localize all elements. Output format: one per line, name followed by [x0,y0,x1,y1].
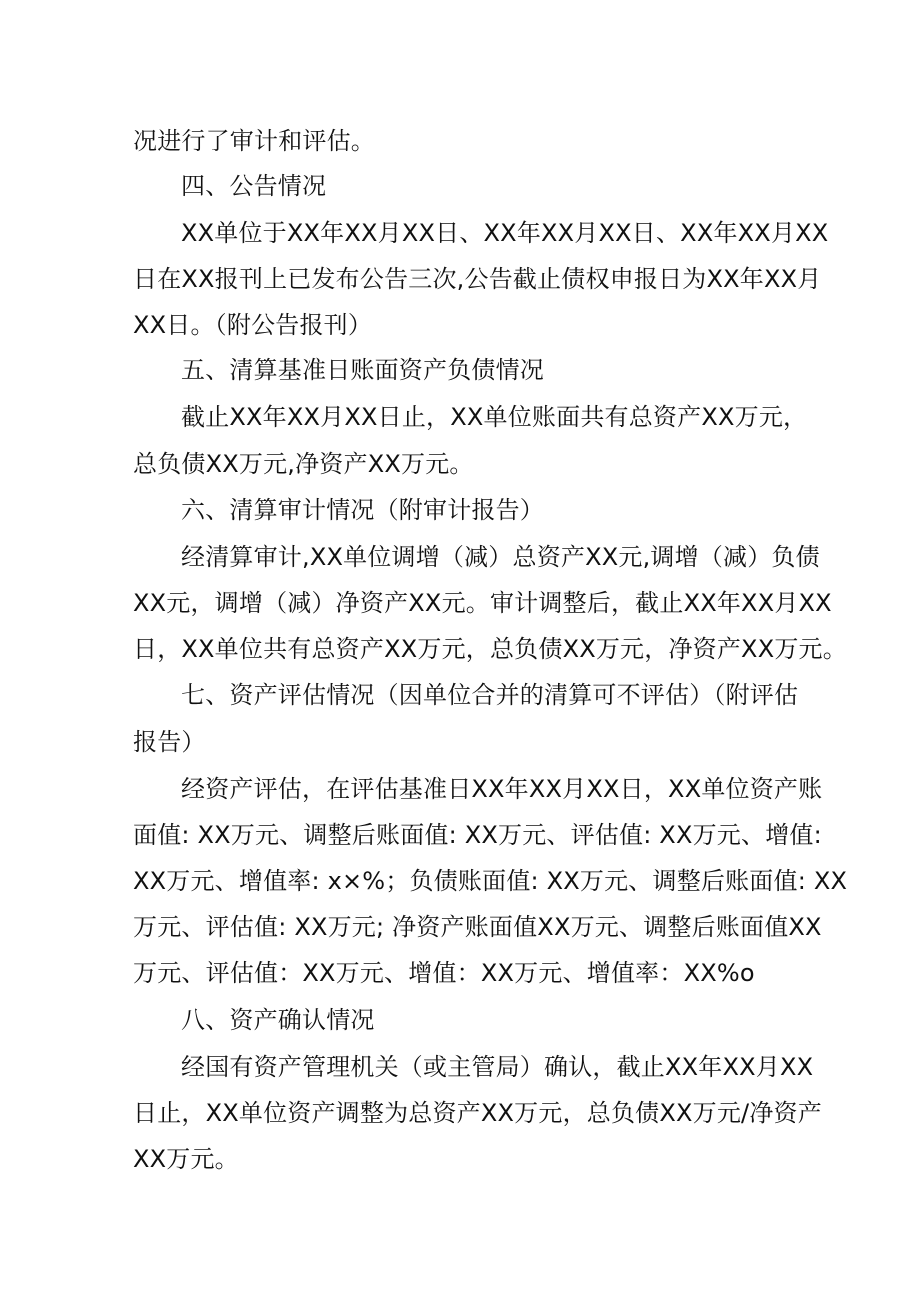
paragraph-line: 日，XX单位共有总资产XX万元，总负债XX万元，净资产XX万元。 [133,635,847,663]
section-heading-6: 六、清算审计情况（附审计报告） [181,496,544,524]
paragraph-line: 况进行了审计和评估。 [133,127,375,155]
paragraph-line: XX元，调增（减）净资产XX元。审计调整后，截止XX年XX月XX [133,589,832,617]
paragraph-line: 日止，XX单位资产调整为总资产XX万元，总负债XX万元/净资产 [133,1099,822,1127]
section-heading-7: 七、资产评估情况（因单位合并的清算可不评估）（附评估 [181,681,799,709]
paragraph-line: 万元、评估值: XX万元; 净资产账面值XX万元、调整后账面值XX [133,913,822,941]
paragraph-line: 总负债XX万元,净资产XX万元。 [133,450,474,478]
section-heading-5: 五、清算基准日账面资产负债情况 [181,356,544,384]
paragraph-line: 经资产评估，在评估基准日XX年XX月XX日，XX单位资产账 [181,775,823,803]
paragraph-line: XX万元。 [133,1145,239,1173]
paragraph-line: XX日。（附公告报刊） [133,311,373,339]
section-heading-4: 四、公告情况 [181,172,327,200]
paragraph-line: 日在XX报刊上已发布公告三次,公告截止债权申报日为XX年XX月 [133,265,822,293]
paragraph-line: 截止XX年XX月XX日止，XX单位账面共有总资产XX万元， [181,403,808,431]
paragraph-line: 报告） [133,728,206,756]
paragraph-line: 万元、评估值：XX万元、增值：XX万元、增值率：XX%o [133,959,755,987]
section-heading-8: 八、资产确认情况 [181,1006,375,1034]
paragraph-line: 经国有资产管理机关（或主管局）确认，截止XX年XX月XX [181,1053,814,1081]
paragraph-line: XX单位于XX年XX月XX日、XX年XX月XX日、XX年XX月XX [181,219,829,247]
paragraph-line: 经清算审计,XX单位调增（减）总资产XX元,调增（减）负债 [181,543,820,571]
paragraph-line: 面值: XX万元、调整后账面值: XX万元、评估值: XX万元、增值: [133,821,822,849]
paragraph-line: XX万元、增值率: x×%；负债账面值: XX万元、调整后账面值: XX [133,867,848,895]
